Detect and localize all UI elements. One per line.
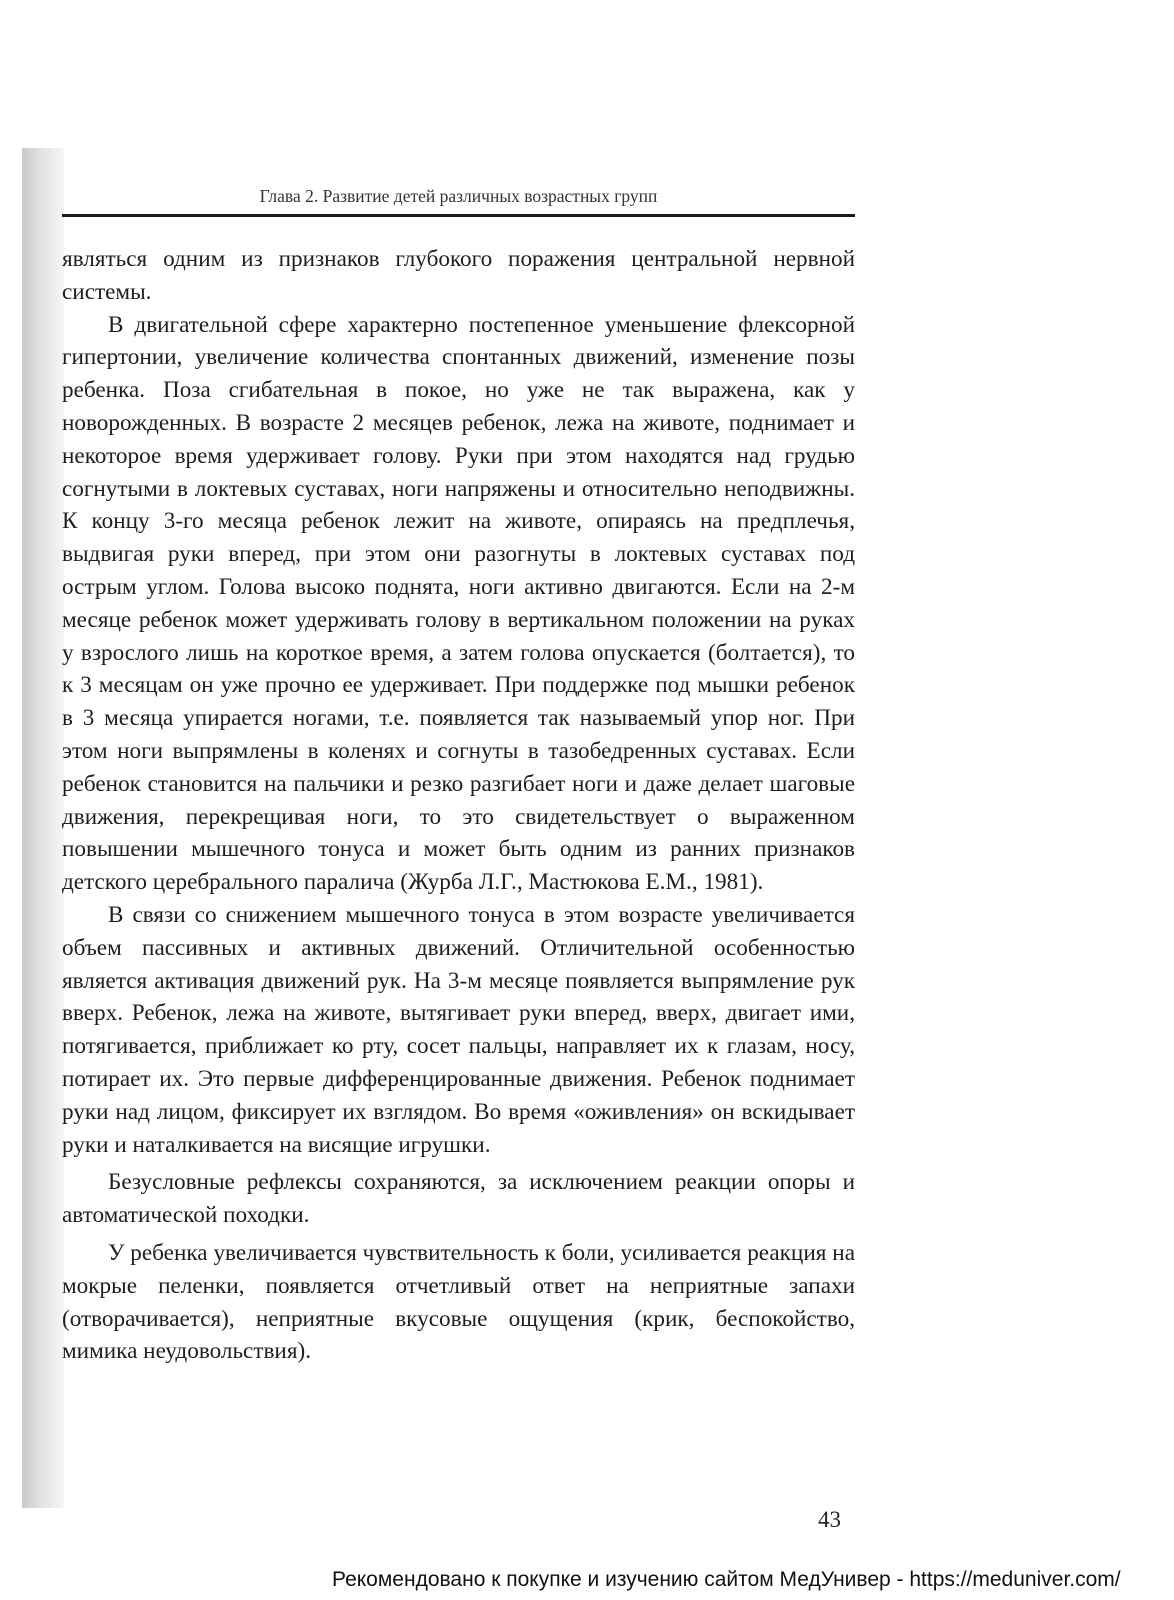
footer-note: Рекомендовано к покупке и изучению сайтом МедУнивер - https://meduniver.com/ <box>332 1568 1121 1591</box>
paragraph-reflexes: Безусловные рефлексы сохраняются, за исключением реакции опоры и автоматической походки. <box>62 1169 855 1229</box>
page-number: 43 <box>818 1507 841 1532</box>
paragraph-motor-sphere: В двигательной сфере характерно постепенное уменьшение флексорной гипертонии, увеличение количества спонтанных движений, изменение позы ребенка. Поза сгибательная в покое, но уже не так выражена, как у новорожденных. В возрасте 2 месяцев ребенок, лежа на животе, поднимает и некоторое время удерживает голову. Руки при этом находятся над грудью согнутыми в локтевых суставах, ноги напряжены и относительно неподвижны. К концу 3-го месяца ребенок лежит на животе, опираясь на предплечья, выдвигая руки вперед, при этом они разогнуты в локтевых суставах под острым углом. Голова высоко поднята, ноги активно двигаются. Если на 2-м месяце ребенок может удерживать голову в вертикальном положении на руках у взрослого лишь на короткое время, а затем голова опускается (болтается), то к 3 месяцам он уже прочно ее удерживает. При поддержке под мышки ребенок в 3 месяца упирается ногами, т.е. появляется так называемый упор ног. При этом ноги выпрямлены в коленях и согнуты в тазобедренных суставах. Если ребенок становится на пальчики и резко разгибает ноги и даже делает шаговые движения, перекрещивая ноги, то это свидетельствует о выраженном повышении мышечного тонуса и может быть одним из ранних признаков детского церебрального паралича (Журба Л.Г., Мастюкова Е.М., 1981). <box>62 311 855 896</box>
page-body <box>62 243 855 1368</box>
book-spine-shadow <box>22 148 64 1508</box>
header-rule <box>62 214 855 217</box>
paragraph-continued: являться одним из признаков глубокого поражения центральной нервной системы. <box>62 246 855 305</box>
running-header: Глава 2. Развитие детей различных возрастных групп <box>259 186 658 206</box>
paragraph-sensitivity: У ребенка увеличивается чувствительность к боли, усиливается реакция на мокрые пеленки, появляется отчетливый ответ на неприятные запахи (отворачивается), неприятные вкусовые ощущения (крик, беспокойство, мимика неудовольствия). <box>62 1239 855 1365</box>
paragraph-muscle-tone: В связи со снижением мышечного тонуса в этом возрасте увеличивается объем пассивных и активных движений. Отличительной особенностью является активация движений рук. На 3-м месяце появляется выпрямление рук вверх. Ребенок, лежа на животе, вытягивает руки вперед, вверх, двигает ими, потягивается, приближает ко рту, сосет пальцы, направляет их к глазам, носу, потирает их. Это первые дифференцированные движения. Ребенок поднимает руки над лицом, фиксирует их взглядом. Во время «оживления» он вскидывает руки и наталкивается на висящие игрушки. <box>62 901 855 1158</box>
